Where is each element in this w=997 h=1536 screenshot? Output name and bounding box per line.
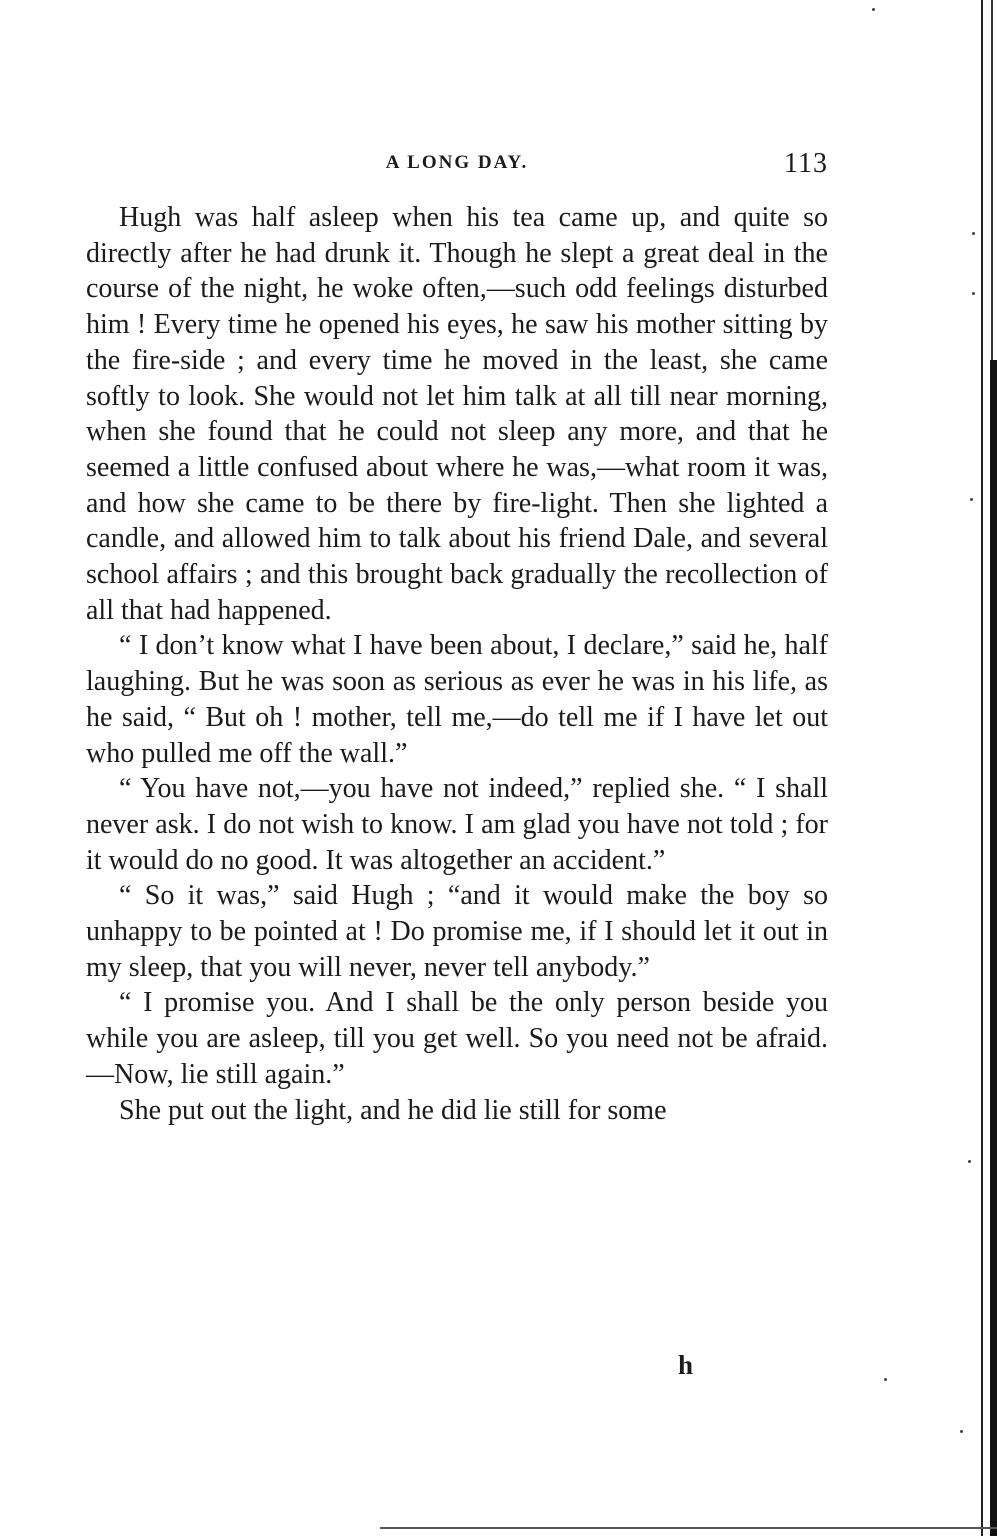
scan-edge-shadow: [990, 360, 997, 1536]
scan-speck: [972, 292, 975, 295]
scan-speck: [968, 1160, 971, 1163]
paragraph: “ I don’t know what I have been about, I declare,” said he, half laughing. But he was soon as serious as ever he was in his life, as he said, “ But oh ! mother, tell me,—do tell me if I have let out who pulled me off the wall.”: [86, 630, 828, 769]
scan-speck: [972, 232, 975, 235]
signature-mark: h: [678, 1350, 694, 1380]
page-number: 113: [784, 148, 828, 179]
scan-speck: [872, 8, 875, 11]
scan-bottom-edge: [380, 1527, 997, 1529]
running-title: A LONG DAY.: [385, 152, 529, 173]
scan-speck: [970, 498, 973, 501]
paragraph: “ I promise you. And I shall be the only person beside you while you are asleep, till you get well. So you need not be afraid.—Now, lie still again.”: [86, 987, 828, 1090]
page-header: [86, 148, 828, 188]
paragraph: “ You have not,—you have not indeed,” replied she. “ I shall never ask. I do not wish to know. I am glad you have not told ; for it would do no good. It was altogether an accident.”: [86, 773, 828, 876]
scan-speck: [960, 1430, 963, 1433]
paragraph: Hugh was half asleep when his tea came up, and quite so directly after he had drunk it. Though he slept a great deal in the course of the night, he woke often,—such odd feelings disturbed him ! Every time he opened his eyes, he saw his mother sitting by the fire-side ; and every time he moved in the least, she came softly to look. She would not let him talk at all till near morning, when she found that he could not sleep any more, and that he seemed a little confused about where he was,—what room it was, and how she came to be there by fire-light. Then she lighted a candle, and allowed him to talk about his friend Dale, and several school affairs ; and this brought back gradually the recollection of all that had happened.: [86, 202, 828, 626]
scan-speck: [884, 1378, 887, 1381]
paragraph: She put out the light, and he did lie still for some: [119, 1094, 667, 1126]
body-text: [86, 200, 828, 1128]
scan-edge-line: [981, 0, 983, 1536]
paragraph: “ So it was,” said Hugh ; “and it would make the boy so unhappy to be pointed at ! Do promise me, if I should let it out in my sleep, that you will never, never tell anybody.”: [86, 880, 828, 983]
